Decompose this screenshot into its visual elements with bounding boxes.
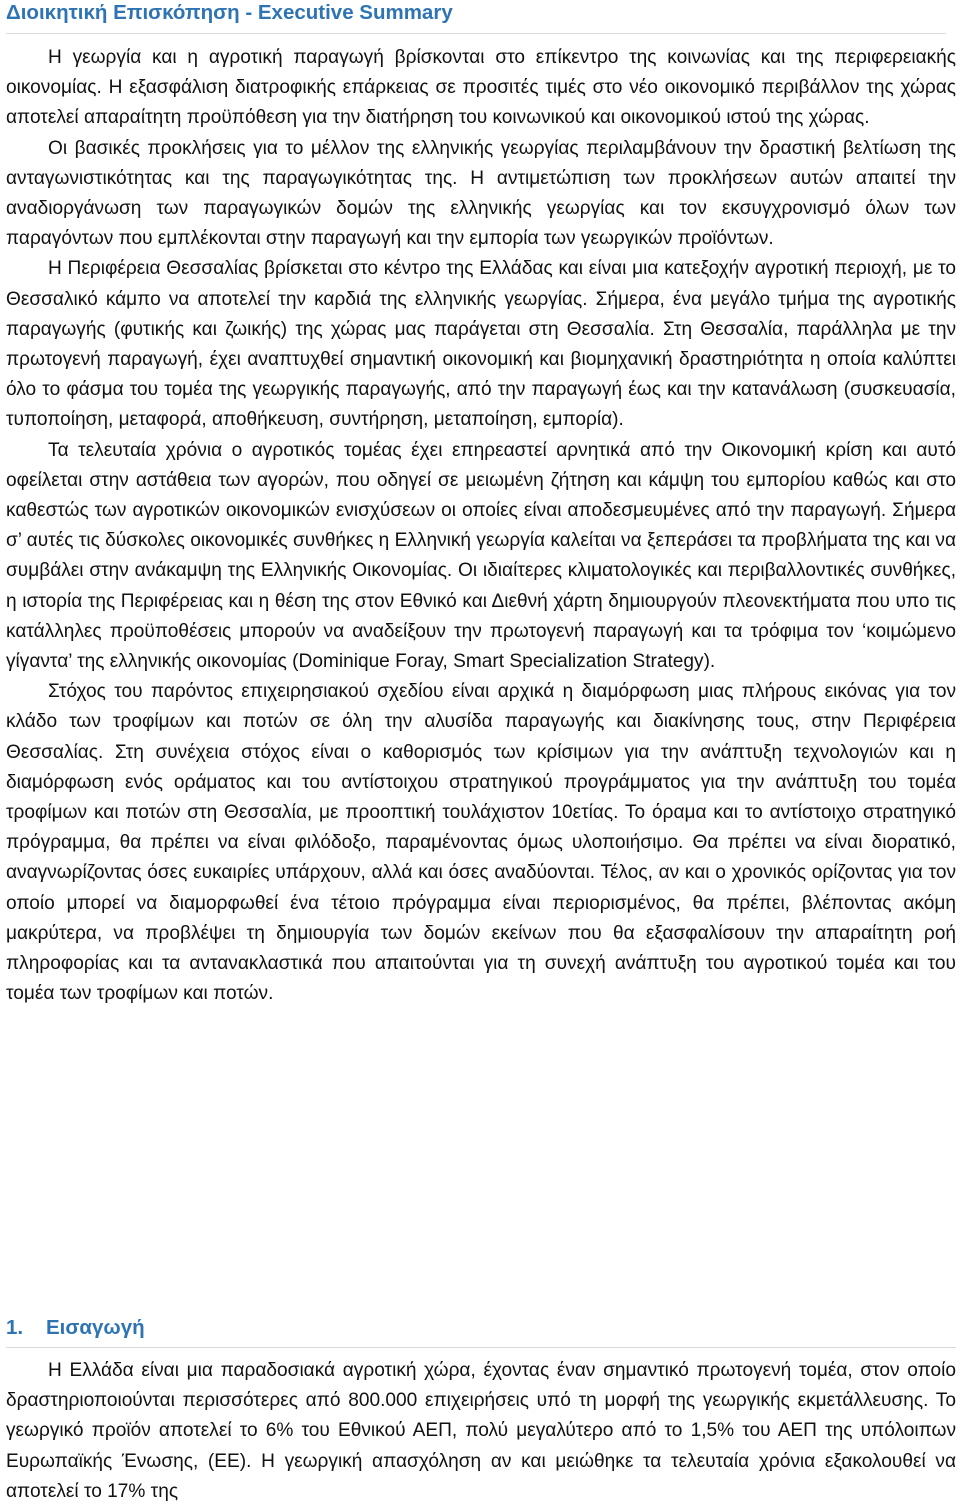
summary-paragraph: Η Περιφέρεια Θεσσαλίας βρίσκεται στο κέντρο της Ελλάδας και είναι μια κατεξοχήν αγροτική περιοχή, με το Θεσσαλικό κάμπο να αποτελεί την καρδιά της ελληνικής γεωργίας. Σήμερα, ένα μεγάλο τμήμα της αγροτικής παραγωγής (φυτικής και ζωικής) της χώρας μας παράγεται στη Θεσσαλία. Στη Θεσσαλία, παράλληλα με την πρωτογενή παραγωγή, έχει αναπτυχθεί σημαντική οικονομική και βιομηχανική δραστηριότητα η οποία καλύπτει όλο το φάσμα του τομέα της γεωργικής παραγωγής, από την παραγωγή έως και την κατανάλωση (συσκευασία, τυποποίηση, μεταφορά, αποθήκευση, συντήρηση, μεταποίηση, εμπορία). bbox=[6, 258, 956, 431]
executive-summary-heading: Διοικητική Επισκόπηση - Executive Summary bbox=[6, 1, 946, 34]
summary-paragraph: Η γεωργία και η αγροτική παραγωγή βρίσκονται στο επίκεντρο της κοινωνίας και της περιφερειακής οικονομίας. Η εξασφάλιση διατροφικής επάρκειας σε προσιτές τιμές στο νέο οικονομικό περιβάλλον της χώρας αποτελεί απαραίτητη προϋπόθεση για την διατήρηση του κοινωνικού και οικονομικού ιστού της χώρας. bbox=[6, 47, 956, 129]
introduction-body bbox=[6, 1356, 956, 1507]
summary-paragraph: Τα τελευταία χρόνια ο αγροτικός τομέας έχει επηρεαστεί αρνητικά από την Οικονομική κρίση και αυτό οφείλεται στην αστάθεια των αγορών, που οδηγεί σε μειωμένη ζήτηση και κάμψη του εμπορίου καθώς και στο καθεστώς των αγροτικών οικονομικών ενισχύσεων οι οποίες είναι αποδεσμευμένες από την παραγωγή. Σήμερα σ’ αυτές τις δύσκολες οικονομικές συνθήκες η Ελληνική γεωργία καλείται να ξεπεράσει τα προβλήματα της και να συμβάλει στην ανάκαμψη της Ελληνικής Οικονομίας. Οι ιδιαίτερες κλιματολογικές και περιβαλλοντικές συνθήκες, η ιστορία της Περιφέρειας και η θέση της στον Εθνικό και Διεθνή χάρτη δημιουργούν πλεονεκτήματα που υπο τις κατάλληλες προϋποθέσεις μπορούν να αναδείξουν την πρωτογενή παραγωγή και τα τρόφιμα τον ‘κοιμώμενο γίγαντα’ της ελληνικής οικονομίας (Dominique Foray, Smart Specialization Strategy). bbox=[6, 439, 956, 673]
section-title: Εισαγωγή bbox=[46, 1316, 145, 1339]
introduction-paragraph: Η Ελλάδα είναι μια παραδοσιακά αγροτική χώρα, έχοντας έναν σημαντικό πρωτογενή τομέα, στον οποίο δραστηριοποιούνται περισσότερες από 800.000 επιχειρήσεις υπό τη μορφή της γεωργικής εκμετάλλευσης. Το γεωργικό προϊόν αποτελεί το 6% του Εθνικού ΑΕΠ, πολύ μεγαλύτερο από το 1,5% του ΑΕΠ της υπόλοιπων Ευρωπαϊκής Ένωσης, (ΕΕ). Η γεωργική απασχόληση αν και μειώθηκε τα τελευταία χρόνια εξακολουθεί να αποτελεί το 17% της bbox=[6, 1360, 956, 1502]
introduction-heading bbox=[6, 1316, 956, 1348]
executive-summary-body bbox=[6, 43, 956, 1010]
section-number: 1. bbox=[6, 1316, 24, 1339]
summary-paragraph: Οι βασικές προκλήσεις για το μέλλον της ελληνικής γεωργίας περιλαμβάνουν την δραστική βελτίωση της ανταγωνιστικότητας και της παραγωγικότητας της. Η αντιμετώπιση των προκλήσεων αυτών απαιτεί την αναδιοργάνωση των παραγωγικών δομών της ελληνικής γεωργίας και τον εκσυγχρονισμό όλων των παραγόντων που εμπλέκονται στην παραγωγή και την εμπορία των γεωργικών προϊόντων. bbox=[6, 137, 956, 250]
summary-paragraph: Στόχος του παρόντος επιχειρησιακού σχεδίου είναι αρχικά η διαμόρφωση μιας πλήρους εικόνας για τον κλάδο των τροφίμων και ποτών σε όλη την αλυσίδα παραγωγής και διακίνησης τους, στην Περιφέρεια Θεσσαλίας. Στη συνέχεια στόχος είναι ο καθορισμός των κρίσιμων για την ανάπτυξη τεχνολογιών και η διαμόρφωση ενός οράματος και του αντίστοιχου στρατηγικού προγράμματος για την ανάπτυξη του τομέα τροφίμων και ποτών στη Θεσσαλία, με προοπτική τουλάχιστον 10ετίας. Το όραμα και το αντίστοιχο στρατηγικό πρόγραμμα, θα πρέπει να είναι φιλόδοξο, παραμένοντας όμως υλοποιήσιμο. Θα πρέπει να είναι διορατικό, αναγνωρίζοντας όσες ευκαιρίες υπάρχουν, αλλά και όσες αναδύονται. Τέλος, αν και ο χρονικός ορίζοντας για τον οποίο μπορεί να διαμορφωθεί ένα τέτοιο πρόγραμμα είναι περιορισμένος, θα πρέπει, βλέποντας ακόμη μακρύτερα, να προβλέψει τη δημιουργία των δομών εκείνων που θα εξασφαλίσουν την απαραίτητη ροή πληροφορίας και τα αντανακλαστικά που απαιτούνται για τη συνεχή ανάπτυξη του αγροτικού τομέα και του τομέα των τροφίμων και ποτών. bbox=[6, 681, 956, 1005]
